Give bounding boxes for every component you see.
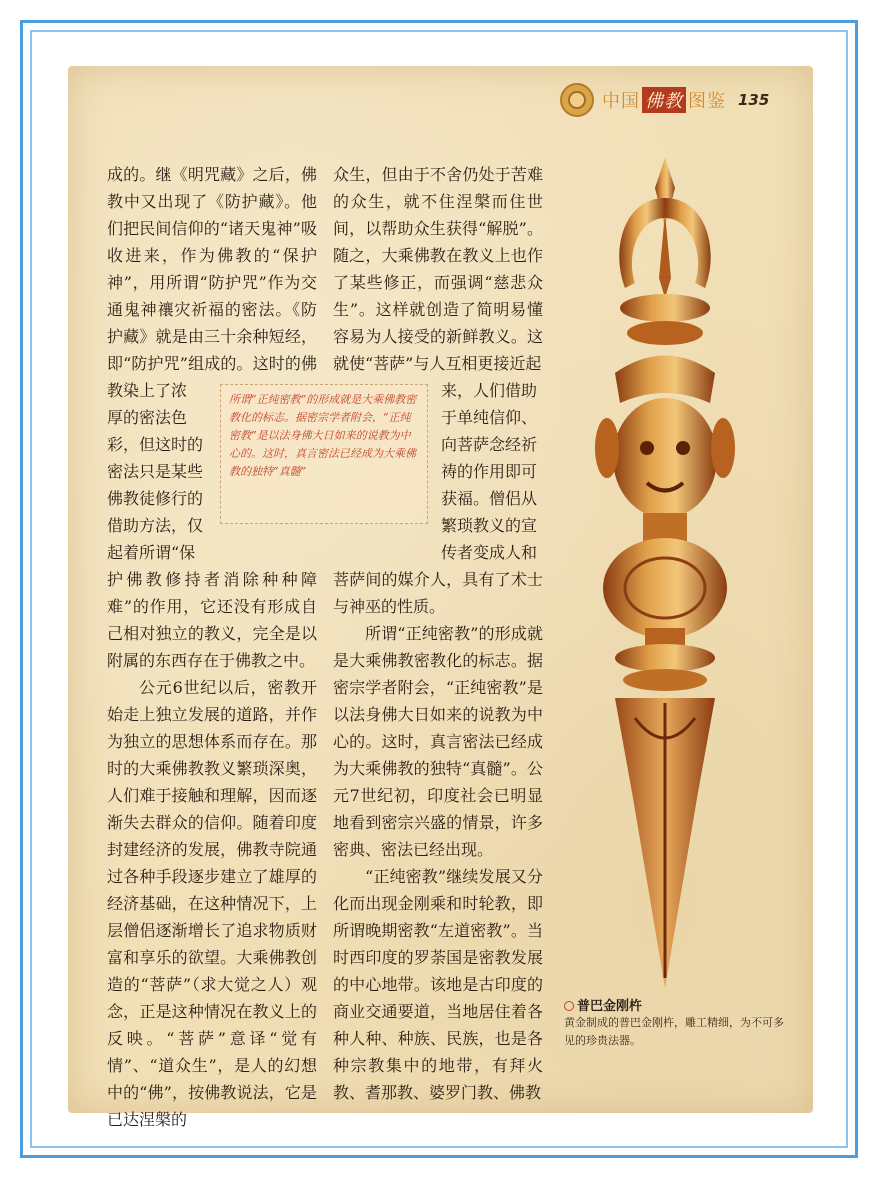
text-run: 借助方法，仅 [107, 516, 204, 535]
text-column-left [107, 161, 317, 1133]
text-column-right [333, 161, 543, 1106]
book-title [602, 87, 726, 113]
paragraph: “正纯密教”继续发展又分化而出现金刚乘和时轮教，即所谓晚期密教“左道密教”。当时西印度的罗荼国是密教发展的中心地带。该地是古印度的商业交通要道，当地居住着各种人种、种族、民族，也是各种宗教集中的地带，有拜火教、耆那教、婆罗门教、佛教 [333, 867, 543, 1102]
paragraph: 菩萨间的媒介人，具有了术士与神巫的性质。 [333, 570, 543, 616]
caption-body: 黄金制成的普巴金刚杵，雕工精细，为不可多见的珍贵法器。 [564, 1016, 784, 1047]
caption-title-text: 普巴金刚杵 [577, 999, 643, 1014]
text-run: 繁琐教义的宣 [441, 516, 538, 535]
text-run: 成的。继《明咒藏》之后，佛教中又出现了《防护藏》。他们把民间信仰的“诸天鬼神”吸收进来，作为佛教的“保护神”，用所谓“防护咒”作为交通鬼神禳灾祈福的密法。《防护藏》就是由三十余种短经，即“防护咒”组成的。这时的佛教染上了浓 [107, 165, 317, 400]
paragraph [107, 539, 207, 566]
pull-quote: 所谓“正纯密教”的形成就是大乘佛教密教化的标志。据密宗学者附会，“正纯密教”是以法身佛大日如来的说教为中心的。这时，真言密法已经成为大乘佛教的独特“真髓” [220, 384, 428, 524]
paragraph [107, 161, 317, 404]
bullet-icon [564, 1001, 574, 1011]
paragraph [107, 431, 207, 458]
paragraph [107, 512, 207, 539]
paragraph [441, 458, 543, 485]
text-run: 起着所谓“保 [107, 543, 196, 562]
paragraph [441, 512, 543, 539]
paragraph [441, 377, 543, 404]
paragraph: 所谓“正纯密教”的形成就是大乘佛教密教化的标志。据密宗学者附会，“正纯密教”是以法身佛大日如来的说教为中心的。这时，真言密法已经成为大乘佛教的独特“真髓”。公元7世纪初，印度社会已明显地看到密宗兴盛的情景，许多密典、密法已经出现。 [333, 624, 543, 859]
paragraph [107, 458, 207, 485]
page-header [560, 82, 769, 118]
text-run: 传者变成人和 [441, 543, 538, 562]
paragraph [441, 539, 543, 566]
text-run: 护佛教修持者消除种种障难”的作用，它还没有形成自己相对独立的教义，完全是以附属的东西存在于佛教之中。 [107, 570, 317, 670]
paragraph: 公元6世纪以后，密教开始走上独立发展的道路，并作为独立的思想体系而存在。那时的大乘佛教教义繁琐深奥，人们难于接触和理解，因而逐渐失去群众的信仰。随着印度封建经济的发展，佛教寺院通过各种手段逐步建立了雄厚的经济基础，在这种情况下，上层僧侣逐渐增长了追求物质财富和享乐的欲望。大乘佛教创造的“菩萨”（求大觉之人）观念，正是这种情况在教义上的反映。“菩萨”意译“觉有情”、“道众生”，是人的幻想中的“佛”，按佛教说法，它是已达涅槃的 [107, 678, 317, 1129]
title-suffix: 图鉴 [688, 91, 726, 112]
phurba-illustration [585, 158, 745, 988]
paragraph [441, 485, 543, 512]
page-number: 135 [738, 91, 770, 109]
title-prefix: 中国 [602, 91, 640, 112]
paragraph: 众生，但由于不舍仍处于苦难的众生，就不住涅槃而住世间，以帮助众生获得“解脱”。随之，大乘佛教在教义上也作了某些修正，而强调“慈悲众生”。这样就创造了简明易懂容易为人接受的新鲜教义。这就使“菩萨”与人互相更接近起 [333, 165, 543, 373]
paragraph [441, 404, 543, 431]
text-run: 厚的密法色 [107, 408, 188, 427]
text-run: 向菩萨念经祈 [441, 435, 538, 454]
paragraph [441, 431, 543, 458]
paragraph [107, 485, 207, 512]
text-run: 彩，但这时的 [107, 435, 204, 454]
text-run: 于单纯信仰、 [441, 408, 538, 427]
paragraph [107, 566, 317, 674]
text-run: 获福。僧侣从 [441, 489, 538, 508]
title-highlight: 佛教 [642, 87, 686, 113]
text-run: 来，人们借助 [441, 381, 538, 400]
text-run: 佛教徒修行的 [107, 489, 204, 508]
caption-title [564, 995, 642, 1014]
paragraph [107, 404, 207, 431]
text-run: 密法只是某些 [107, 462, 204, 481]
lotus-icon [560, 83, 594, 117]
text-run: 祷的作用即可 [441, 462, 538, 481]
